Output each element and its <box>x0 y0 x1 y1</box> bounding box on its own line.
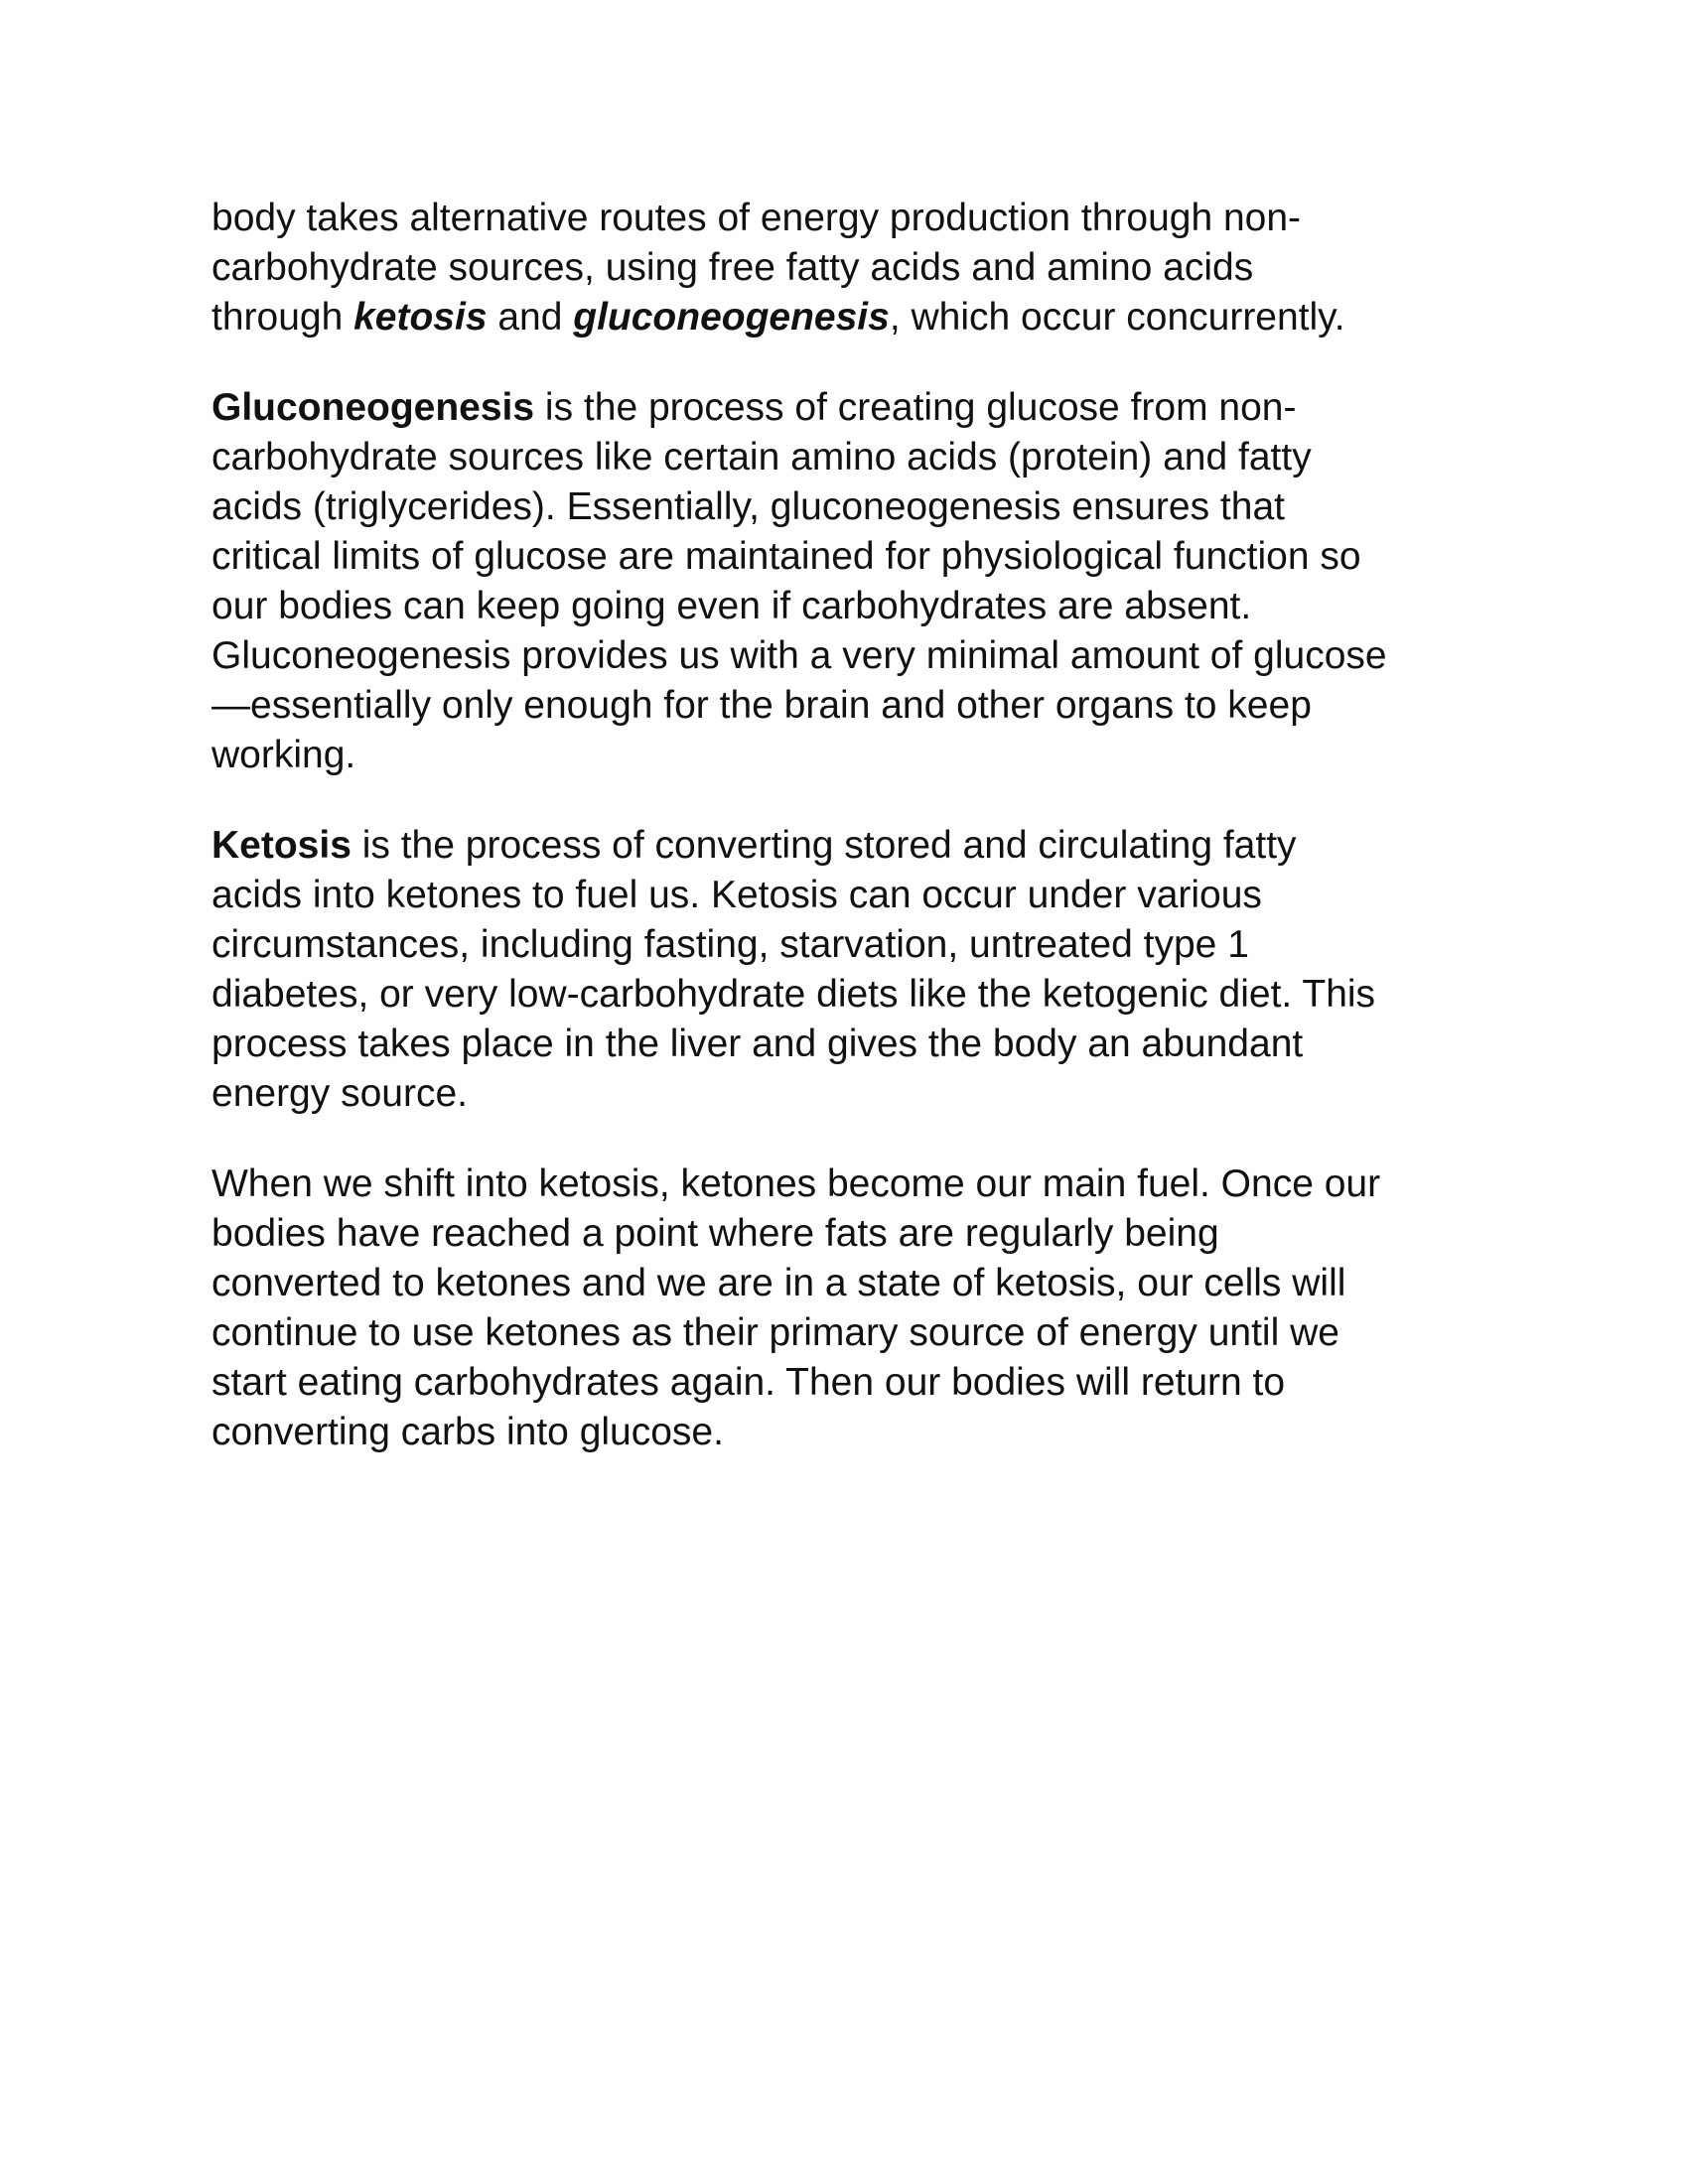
text-line <box>211 1358 1502 1408</box>
text-run: process takes place in the liver and gives the body an abundant <box>211 1023 1304 1065</box>
text-run: body takes alternative routes of energy production through non- <box>211 197 1302 239</box>
document-body <box>211 194 1502 1498</box>
text-line <box>211 970 1502 1020</box>
paragraph-gluconeogenesis <box>211 383 1502 780</box>
text-run: acids into ketones to fuel us. Ketosis can occur under various <box>211 874 1262 916</box>
text-run: continue to use ketones as their primary source of energy until we <box>211 1311 1339 1354</box>
text-line <box>211 293 1502 342</box>
text-run: through <box>211 296 354 339</box>
emphasized-term: Gluconeogenesis <box>211 386 535 429</box>
text-run: carbohydrate sources like certain amino acids (protein) and fatty <box>211 436 1312 478</box>
text-line <box>211 1209 1502 1259</box>
text-line <box>211 1160 1502 1209</box>
text-line <box>211 681 1502 731</box>
emphasized-term: ketosis <box>353 296 488 339</box>
text-run: our bodies can keep going even if carbohydrates are absent. <box>211 585 1252 627</box>
paragraph-ketone-fuel <box>211 1160 1502 1457</box>
text-line <box>211 243 1502 293</box>
text-run: —essentially only enough for the brain and other organs to keep <box>211 684 1312 727</box>
text-run: is the process of creating glucose from non- <box>534 386 1297 429</box>
text-line <box>211 1408 1502 1457</box>
text-line <box>211 871 1502 920</box>
text-line <box>211 1259 1502 1308</box>
text-run: converting carbs into glucose. <box>211 1411 724 1453</box>
emphasized-term: Ketosis <box>211 824 352 867</box>
text-run: bodies have reached a point where fats are regularly being <box>211 1212 1219 1255</box>
text-line <box>211 582 1502 631</box>
text-line <box>211 433 1502 482</box>
text-line <box>211 532 1502 582</box>
text-line <box>211 383 1502 433</box>
text-line <box>211 731 1502 780</box>
text-run: carbohydrate sources, using free fatty acids and amino acids <box>211 246 1254 289</box>
text-run: is the process of converting stored and circulating fatty <box>351 824 1297 867</box>
text-line <box>211 631 1502 681</box>
text-run: converted to ketones and we are in a state of ketosis, our cells will <box>211 1262 1346 1304</box>
text-run: working. <box>211 734 356 776</box>
text-run: diabetes, or very low-carbohydrate diets like the ketogenic diet. This <box>211 973 1376 1016</box>
text-run: circumstances, including fasting, starvation, untreated type 1 <box>211 923 1249 966</box>
text-line <box>211 920 1502 970</box>
text-line <box>211 821 1502 871</box>
text-run: start eating carbohydrates again. Then our bodies will return to <box>211 1361 1286 1404</box>
text-run: critical limits of glucose are maintained for physiological function so <box>211 535 1361 578</box>
text-run: When we shift into ketosis, ketones become our main fuel. Once our <box>211 1162 1381 1205</box>
text-run: energy source. <box>211 1072 468 1115</box>
emphasized-term: gluconeogenesis <box>573 296 890 339</box>
text-line <box>211 1069 1502 1119</box>
text-run: acids (triglycerides). Essentially, gluconeogenesis ensures that <box>211 485 1285 528</box>
text-run: Gluconeogenesis provides us with a very minimal amount of glucose <box>211 634 1387 677</box>
text-line <box>211 1308 1502 1358</box>
text-run: and <box>487 296 574 339</box>
text-line <box>211 482 1502 532</box>
text-run: , which occur concurrently. <box>889 296 1345 339</box>
text-line <box>211 1020 1502 1069</box>
paragraph-alternative-routes <box>211 194 1502 342</box>
paragraph-ketosis <box>211 821 1502 1119</box>
text-line <box>211 194 1502 243</box>
